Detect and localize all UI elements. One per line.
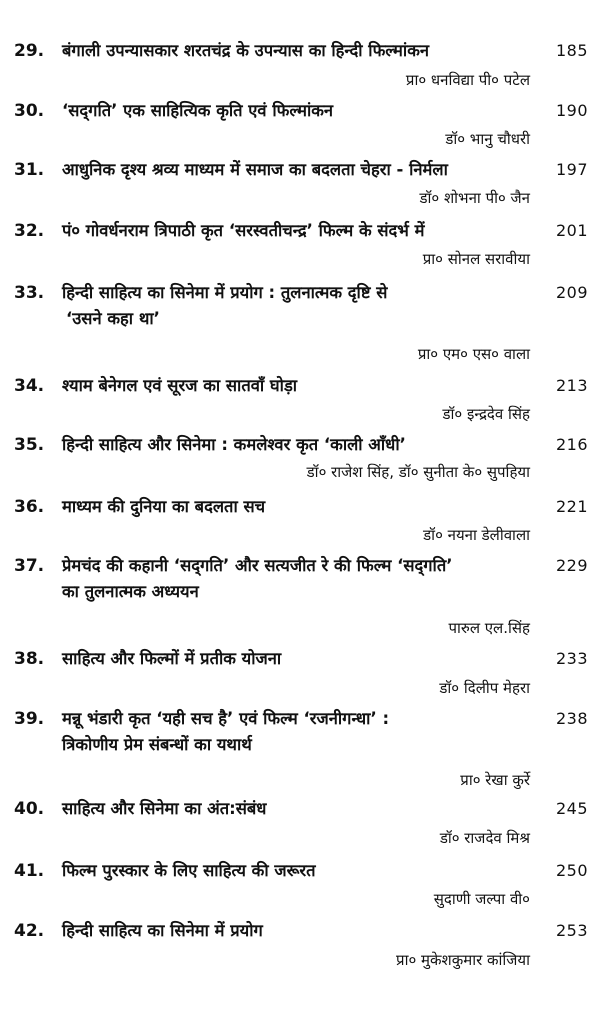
entry-number: 42. [14,921,45,941]
entry-number: 41. [14,861,45,881]
entry-number: 38. [14,649,45,669]
entry-page-number: 221 [555,497,588,516]
entry-author: प्रा० मुकेशकुमार कांजिया [396,951,530,969]
entry-page-number: 216 [555,435,588,454]
entry-number: 33. [14,283,45,303]
entry-author: डॉ० नयना डेलीवाला [423,526,530,544]
entry-title [62,646,524,672]
entry-number: 29. [14,41,45,61]
entry-page-number: 185 [555,41,588,60]
entry-page-number: 238 [555,709,588,728]
entry-title-line: श्याम बेनेगल एवं सूरज का सातवाँ घोड़ा [62,376,298,395]
entry-page-number: 229 [555,556,588,575]
entry-page-number: 209 [555,283,588,302]
entry-title [62,280,524,332]
entry-author: डॉ० भानु चौधरी [445,130,530,148]
entry-title [62,373,524,399]
entry-page-number: 201 [555,221,588,240]
entry-number: 34. [14,376,45,396]
entry-title-line: प्रेमचंद की कहानी ‘सद्‌गति’ और सत्यजीत रे की फिल्म ‘सद्‌गति’ [62,556,453,575]
entry-title-line: आधुनिक दृश्य श्रव्य माध्यम में समाज का बदलता चेहरा - निर्मला [62,160,448,179]
entry-title-line: बंगाली उपन्यासकार शरतचंद्र के उपन्यास का हिन्दी फिल्मांकन [62,41,430,60]
entry-title [62,157,524,183]
entry-author: डॉ० राजदेव मिश्र [439,829,530,847]
entry-title-line: माध्यम की दुनिया का बदलता सच [62,497,266,516]
entry-title-line: हिन्दी साहित्य और सिनेमा : कमलेश्वर कृत ‘काली आँधी’ [62,435,406,454]
entry-title-line: ‘सद्‌गति’ एक साहित्यिक कृति एवं फिल्मांकन [62,101,334,120]
entry-author: पारुल एल.सिंह [448,619,530,637]
entry-title-line: पं० गोवर्धनराम त्रिपाठी कृत ‘सरस्वतीचन्द्र’ फिल्म के संदर्भ में [62,221,425,240]
entry-page-number: 213 [555,376,588,395]
entry-author: डॉ० राजेश सिंह, डॉ० सुनीता के० सुपहिया [306,463,530,481]
entry-title-line: का तुलनात्मक अध्ययन [62,582,199,601]
entry-author: सुदाणी जल्पा वी० [433,890,530,908]
entry-number: 32. [14,221,45,241]
entry-author: प्रा० एम० एस० वाला [417,345,530,363]
entry-number: 39. [14,709,45,729]
entry-page-number: 197 [555,160,588,179]
entry-title-line: मन्नू भंडारी कृत ‘यही सच है’ एवं फिल्म ‘रजनीगन्धा’ : [62,709,390,728]
entry-title [62,218,524,244]
entry-title-line: फिल्म पुरस्कार के लिए साहित्य की जरूरत [62,861,316,880]
entry-number: 31. [14,160,45,180]
entry-number: 30. [14,101,45,121]
entry-page-number: 190 [555,101,588,120]
entry-author: प्रा० सोनल सरावीया [422,250,530,268]
entry-author: डॉ० दिलीप मेहरा [439,679,530,697]
entry-title [62,858,524,884]
entry-author: प्रा० रेखा कुर्रे [460,771,530,789]
entry-number: 36. [14,497,45,517]
entry-page-number: 250 [555,861,588,880]
entry-title [62,918,524,944]
entry-number: 35. [14,435,45,455]
entry-title [62,432,524,458]
entry-title-line: ‘उसने कहा था’ [66,309,160,328]
entry-number: 37. [14,556,45,576]
entry-title [62,796,524,822]
entry-title-line: त्रिकोणीय प्रेम संबन्धों का यथार्थ [62,735,252,754]
entry-page-number: 253 [555,921,588,940]
entry-title-line: हिन्दी साहित्य का सिनेमा में प्रयोग [62,921,263,940]
entry-author: प्रा० धनविद्या पी० पटेल [405,71,530,89]
entry-title [62,494,524,520]
entry-author: डॉ० शोभना पी० जैन [419,189,530,207]
entry-title [62,553,524,605]
entry-title-line: हिन्दी साहित्य का सिनेमा में प्रयोग : तुलनात्मक दृष्टि से [62,283,388,302]
entry-title [62,706,524,758]
entry-number: 40. [14,799,45,819]
entry-title-line: साहित्य और सिनेमा का अंत:संबंध [62,799,267,818]
entry-page-number: 245 [555,799,588,818]
entry-title-line: साहित्य और फिल्मों में प्रतीक योजना [62,649,282,668]
entry-page-number: 233 [555,649,588,668]
entry-author: डॉ० इन्द्रदेव सिंह [442,405,530,423]
entry-title [62,98,524,124]
entry-title [62,38,524,64]
